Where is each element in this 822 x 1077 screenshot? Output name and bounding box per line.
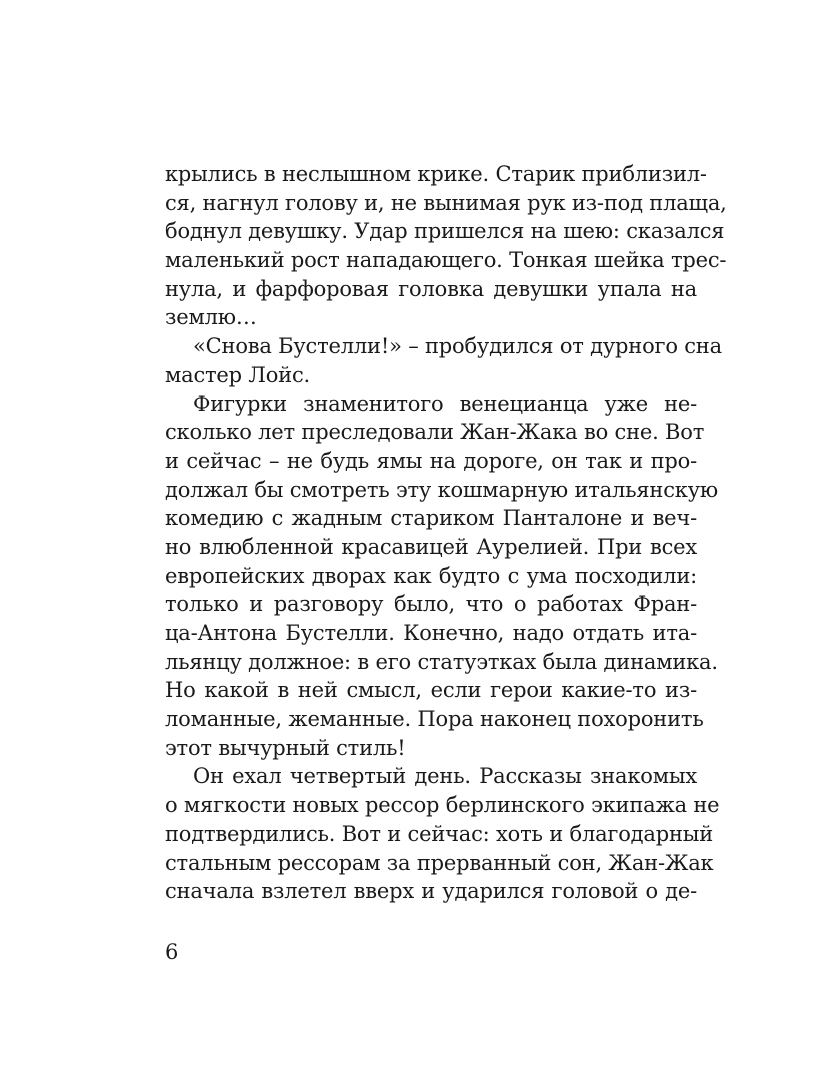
- text-line: крылись в неслышном крике. Старик приблизил-: [165, 162, 707, 186]
- text-line: Фигурки знаменитого венецианца уже не-: [193, 391, 697, 416]
- text-line: и сейчас – не будь ямы на дороге, он так и про-: [165, 448, 697, 473]
- text-line: Но какой в ней смысл, если герои какие-то из-: [165, 678, 697, 703]
- text-line: о мягкости новых рессор берлинского экипажа не: [165, 793, 720, 818]
- text-line: мастер Лойс.: [165, 362, 310, 387]
- text-line: сколько лет преследовали Жан-Жака во сне. Вот: [165, 420, 705, 445]
- text-line: льянцу должное: в его статуэтках была динамика.: [165, 649, 718, 674]
- page-number: 6: [165, 940, 179, 964]
- text-line: боднул девушку. Удар пришелся на шею: сказался: [165, 219, 725, 244]
- text-line: этот вычурный стиль!: [165, 735, 406, 760]
- text-line: сначала взлетел вверх и ударился головой о де-: [165, 879, 697, 904]
- text-line: маленький рост нападающего. Тонкая шейка трес-: [165, 248, 727, 273]
- text-line: европейских дворах как будто с ума посходили:: [165, 563, 697, 588]
- text-line: подтвердились. Вот и сейчас: хоть и благодарный: [165, 821, 714, 846]
- text-line: но влюбленной красавицей Аурелией. При всех: [165, 534, 697, 559]
- text-line: стальным рессорам за прерванный сон, Жан-Жак: [165, 850, 714, 875]
- text-line: Он ехал четвертый день. Рассказы знакомых: [193, 764, 697, 789]
- text-line: только и разговору было, что о работах Фран-: [165, 592, 697, 617]
- text-line: «Снова Бустелли!» – пробудился от дурного сна: [193, 334, 722, 359]
- text-line: должал бы смотреть эту кошмарную итальянскую: [165, 477, 718, 502]
- text-line: ся, нагнул голову и, не вынимая рук из-под плаща,: [165, 190, 727, 215]
- text-line: комедию с жадным стариком Панталоне и веч-: [165, 506, 697, 531]
- text-line: нула, и фарфоровая головка девушки упала на: [165, 276, 697, 301]
- text-line: ломанные, жеманные. Пора наконец похоронить: [165, 707, 704, 732]
- text-line: ца-Антона Бустелли. Конечно, надо отдать ита-: [165, 621, 697, 645]
- body-text: [165, 160, 727, 906]
- text-line: землю…: [165, 305, 257, 330]
